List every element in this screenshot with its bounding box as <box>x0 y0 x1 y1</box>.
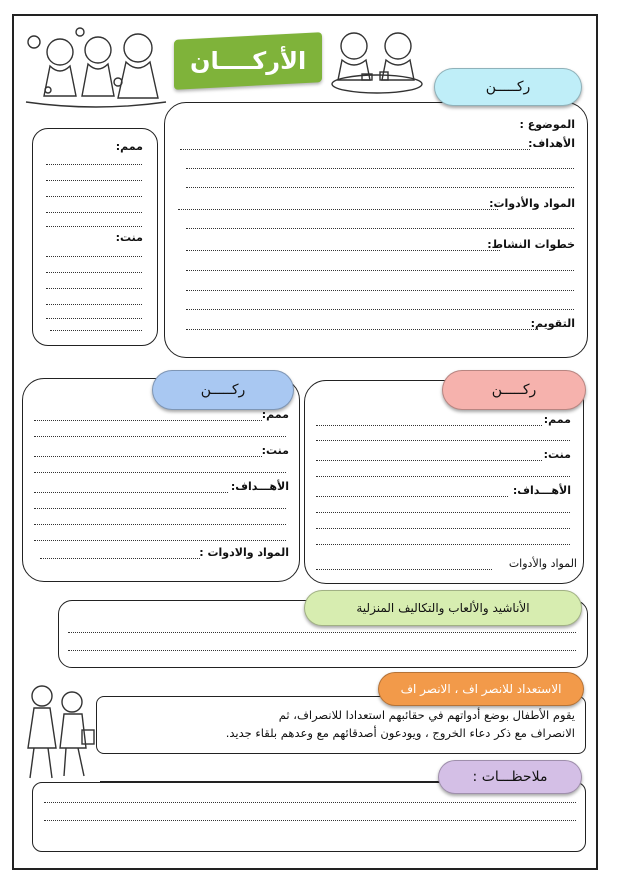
line[interactable] <box>46 180 142 181</box>
line[interactable] <box>34 436 286 437</box>
corner-right-label[interactable]: ركـــــن <box>442 370 586 410</box>
line[interactable] <box>186 309 574 310</box>
line[interactable] <box>316 425 542 426</box>
corner-right-box <box>304 380 584 584</box>
corner-left-label[interactable]: ركـــــن <box>152 370 294 410</box>
line[interactable] <box>316 512 570 513</box>
goals-line[interactable] <box>180 149 530 150</box>
mmm-label: ممم: <box>115 140 143 153</box>
line[interactable] <box>68 650 576 651</box>
materials-line[interactable] <box>178 209 498 210</box>
goals-label: الأهداف: <box>528 137 575 150</box>
line[interactable] <box>316 528 570 529</box>
line[interactable] <box>34 456 262 457</box>
topic-label: الموضوع : <box>519 118 575 131</box>
line[interactable] <box>50 330 142 331</box>
line[interactable] <box>46 288 142 289</box>
line[interactable] <box>316 460 542 461</box>
line[interactable] <box>186 270 574 271</box>
title-banner <box>174 32 322 90</box>
line[interactable] <box>316 476 570 477</box>
page-title: الأركــــان <box>189 47 307 75</box>
materials-label: المواد والادوات : <box>199 546 289 559</box>
goals-label: الأهـــداف: <box>512 484 571 497</box>
line[interactable] <box>46 226 142 227</box>
line[interactable] <box>46 318 142 319</box>
corner-top-label[interactable]: ركـــــن <box>434 68 582 106</box>
evaluation-line[interactable] <box>186 329 538 330</box>
line[interactable] <box>34 540 286 541</box>
mnt-label: منت: <box>115 231 143 244</box>
materials-label: المواد والأدوات <box>508 557 577 570</box>
notes-label[interactable]: ملاحظـــات : <box>438 760 582 794</box>
line[interactable] <box>44 820 576 821</box>
line[interactable] <box>186 187 574 188</box>
line[interactable] <box>316 496 508 497</box>
children-table-icon <box>322 24 432 99</box>
line[interactable] <box>34 508 286 509</box>
mnt-label: منت: <box>543 448 571 461</box>
line[interactable] <box>316 440 570 441</box>
line[interactable] <box>34 492 228 493</box>
line[interactable] <box>186 228 574 229</box>
line[interactable] <box>46 164 142 165</box>
line[interactable] <box>316 569 492 570</box>
goals-label: الأهـــداف: <box>230 480 289 493</box>
evaluation-label: التقويم: <box>530 317 575 330</box>
steps-line[interactable] <box>186 250 500 251</box>
dismissal-label[interactable]: الاستعداد للانصر اف ، الانصر اف <box>378 672 584 706</box>
line[interactable] <box>34 472 286 473</box>
notes-top-rule <box>100 781 440 782</box>
line[interactable] <box>46 272 142 273</box>
line[interactable] <box>186 290 574 291</box>
dismissal-text-line2: الانصراف مع ذكر دعاء الخروج ، ويودعون أصدقائهم مع وعدهم بلقاء جديد. <box>225 726 575 740</box>
line[interactable] <box>44 802 576 803</box>
line[interactable] <box>46 212 142 213</box>
songs-label[interactable]: الأناشيد والألعاب والتكاليف المنزلية <box>304 590 582 626</box>
steps-label: خطوات النشاط: <box>487 238 575 251</box>
mmm-label: ممم: <box>543 413 571 426</box>
line[interactable] <box>46 256 142 257</box>
mnt-label: منت: <box>261 444 289 457</box>
corner-top-main-box <box>164 102 588 358</box>
line[interactable] <box>34 524 286 525</box>
line[interactable] <box>34 420 262 421</box>
children-drawing-icon <box>20 22 170 114</box>
line[interactable] <box>186 168 574 169</box>
line[interactable] <box>316 544 570 545</box>
mmm-label: ممم: <box>261 408 289 421</box>
line[interactable] <box>68 632 576 633</box>
materials-label: المواد والأدوات: <box>489 197 575 210</box>
kids-walking-icon <box>20 680 100 790</box>
line[interactable] <box>46 304 142 305</box>
line[interactable] <box>40 558 200 559</box>
line[interactable] <box>46 196 142 197</box>
dismissal-text-line1: يقوم الأطفال بوضع أدواتهم في حقائبهم استعدادا للانصراف، ثم <box>278 708 575 722</box>
